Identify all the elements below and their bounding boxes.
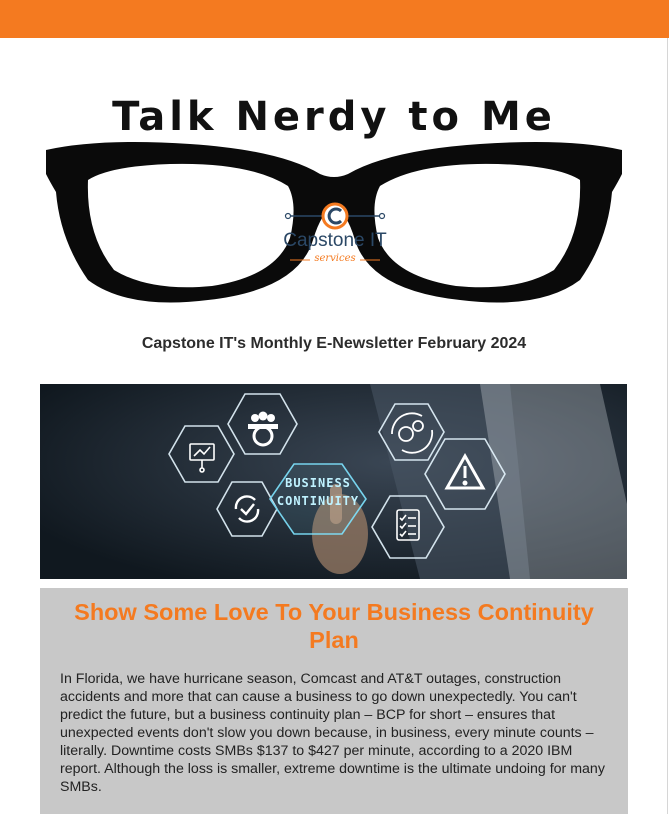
- hero-image: [40, 384, 627, 579]
- top-accent-bar: [0, 0, 669, 38]
- article-title: Show Some Love To Your Business Continuity Plan: [74, 599, 594, 653]
- masthead: [40, 90, 628, 315]
- article-section: [40, 588, 628, 814]
- article-body: In Florida, we have hurricane season, Comcast and AT&T outages, construction accidents and more that can cause a business to go down unexpectedly. You can't predict the future, but a business continuity plan – BCP for short – ensures that unexpected events don't slow you down because, in business, every minute counts – literally. Downtime costs SMBs $137 to $427 per minute, according to a 2020 IBM report. Although the loss is smaller, extreme downtime is the ultimate undoing for many SMBs.: [60, 671, 605, 795]
- hero-illustration: [40, 384, 627, 579]
- newsletter-subtitle: Capstone IT's Monthly E-Newsletter February 2024: [141, 335, 527, 352]
- page-edge-line: [667, 38, 668, 814]
- capstone-logo: [260, 202, 410, 272]
- capstone-c-icon: [260, 202, 410, 232]
- hero-label-continuity: CONTINUITY: [276, 494, 360, 508]
- logo-name: Capstone IT: [283, 230, 387, 251]
- logo-tagline: services: [314, 253, 356, 264]
- masthead-title: Talk Nerdy to Me: [112, 94, 556, 140]
- hero-label-business: BUSINESS: [285, 476, 351, 490]
